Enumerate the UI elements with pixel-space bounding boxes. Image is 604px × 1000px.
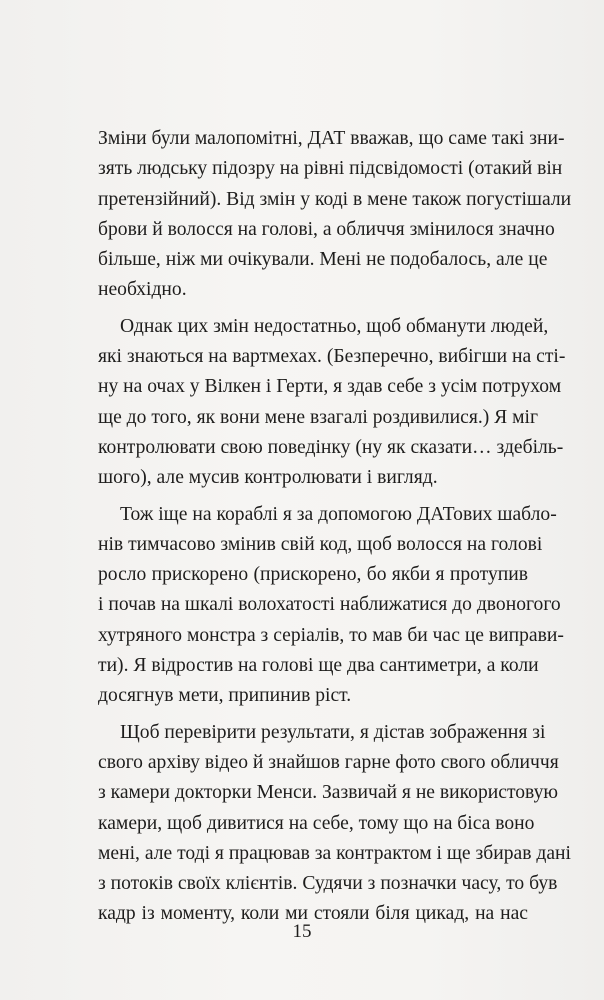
text-line: Однак цих змін недостатньо, щоб обманути людей, [120,315,549,337]
text-line: ще до того, як вони мене взагалі роздивилися.) Я міг [98,406,539,428]
text-line: зять людську підозру на рівні підсвідомості (отакий він [98,158,563,180]
text-line: мені, але тоді я працював за контрактом і ще збирав дані [98,842,571,864]
text-line: Щоб перевірити результати, я дістав зображення зі [120,721,546,743]
text-line: кадр із моменту, коли ми стояли біля цикад, на нас [98,903,528,925]
text-line: Зміни були малопомітні, ДАТ вважав, що саме такі зни- [98,128,565,149]
text-line: з потоків своїх клієнтів. Судячи з позначки часу, то був [98,873,558,895]
text-line: росло прискорено (прискорено, бо якби я протупив [98,564,528,586]
text-line: Тож іще на кораблі я за допомогою ДАТових шабло- [120,503,557,525]
text-line: ну на очах у Вілкен і Герти, я здав себе з усім потрухом [98,376,562,398]
paragraph-4 [98,718,571,930]
text-line: і почав на шкалі волохатості наближатися до двоногого [98,594,561,616]
paragraph-3 [98,500,564,712]
paragraph-1 [98,124,572,306]
text-line: ти). Я відростив на голові ще два сантиметри, а коли [98,655,539,677]
text-line: хутряного монстра з серіалів, то мав би час це виправи- [98,624,564,646]
text-line: більше, ніж ми очікували. Мені не подобалось, але це [98,249,548,271]
page-number: 15 [292,921,312,942]
text-line: нів тимчасово змінив свій код, щоб волосся на голові [98,533,543,555]
text-line: претензійний). Від змін у коді в мене також погустішали [98,188,572,210]
paragraph-2 [98,312,566,494]
text-line: досягнув мети, припинив ріст. [98,685,352,707]
text-line: з камери докторки Менси. Зазвичай я не використовую [98,782,559,804]
text-line: необхідно. [98,279,187,301]
text-line: свого архіву відео й знайшов гарне фото свого обличчя [98,751,559,773]
text-line: контролювати свою поведінку (ну як сказати… здебіль- [98,436,564,458]
text-line: камери, щоб дивитися на себе, тому що на біса воно [98,812,535,834]
text-line: брови й волосся на голові, а обличчя змінилося значно [98,218,555,240]
text-line: шого), але мусив контролювати і вигляд. [98,467,438,489]
body-text [98,124,572,936]
text-line: які знаються на вартмехах. (Безперечно, вибігши на сті- [98,346,566,368]
